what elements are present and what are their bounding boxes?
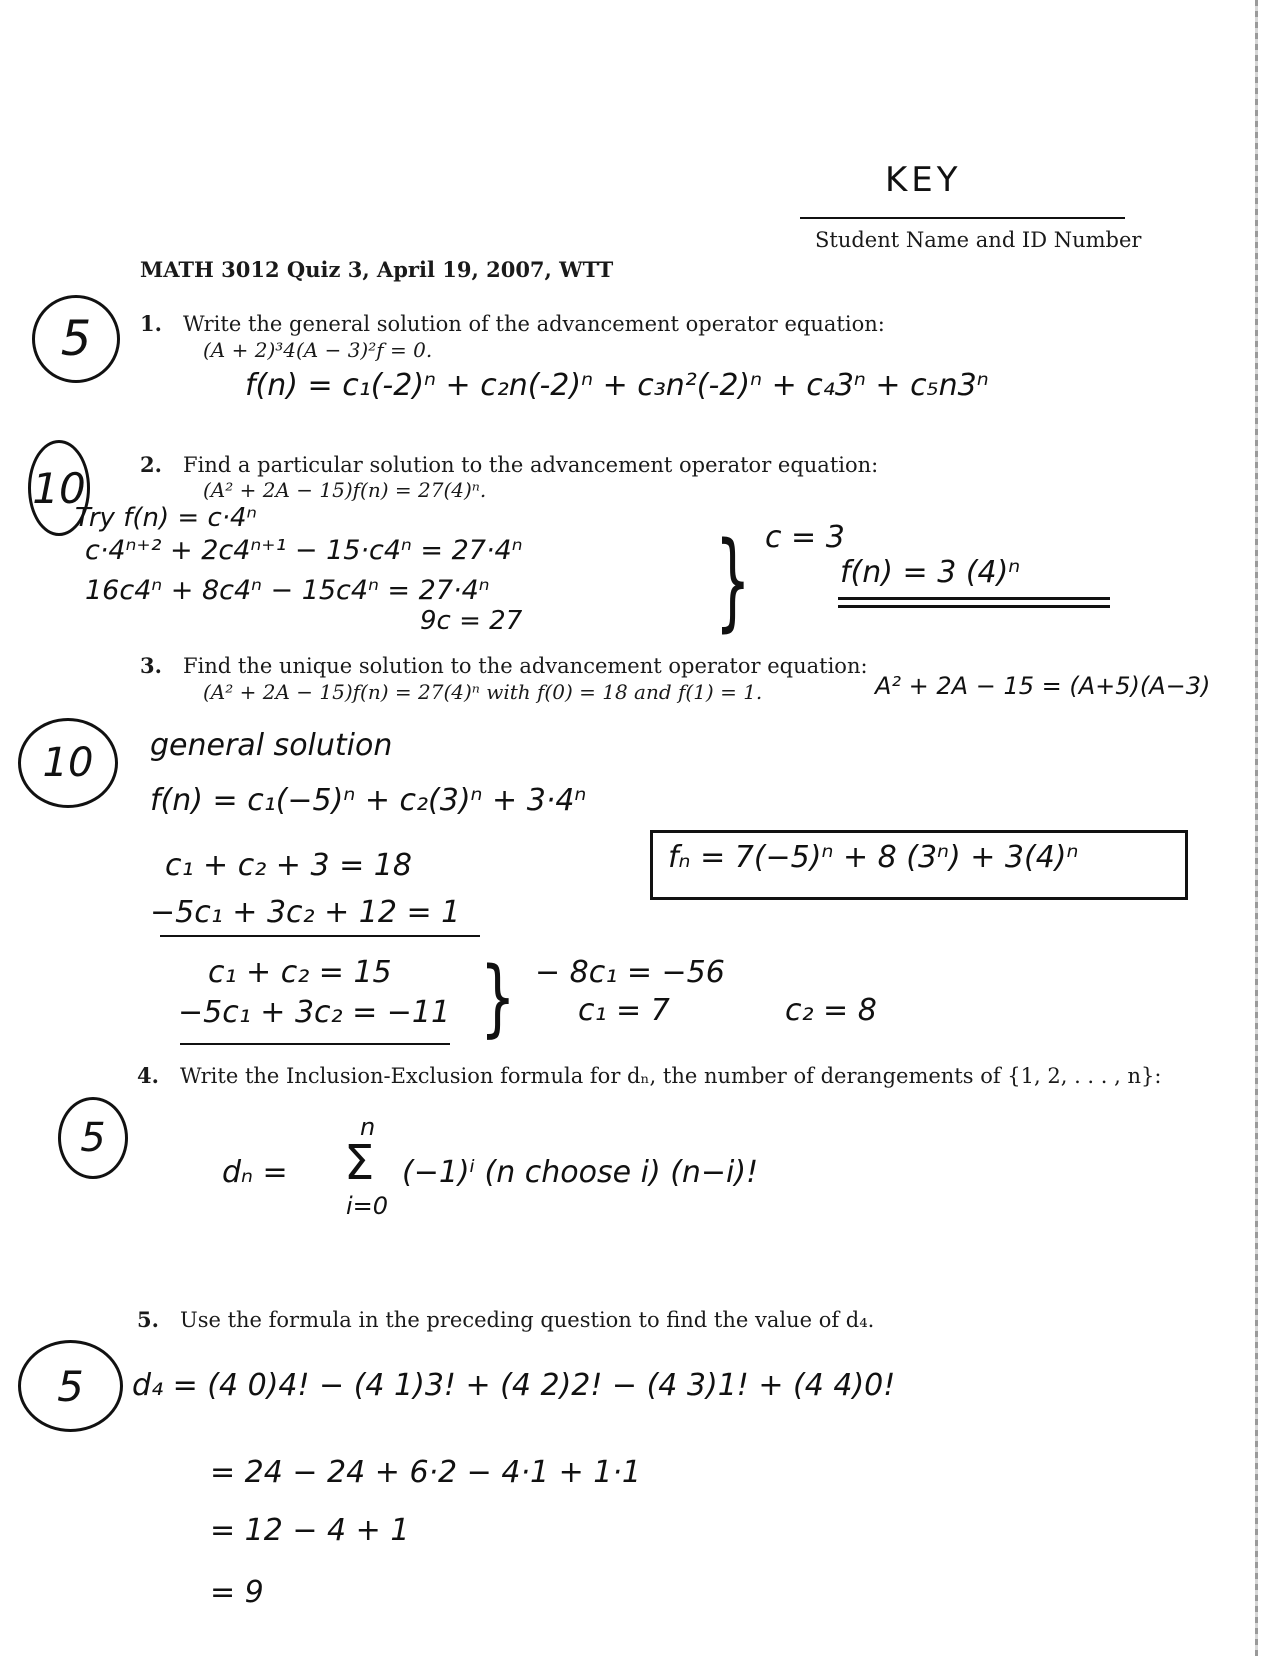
score-q1: 5 [32, 295, 120, 383]
q3-factor-note: A² + 2A − 15 = (A+5)(A−3) [875, 672, 1211, 700]
q1-answer: f(n) = c₁(-2)ⁿ + c₂n(-2)ⁿ + c₃n²(-2)ⁿ + c₄3ⁿ + c₅n3ⁿ [245, 368, 989, 403]
q2-c-value: c = 3 [765, 520, 845, 555]
q3-answer: fₙ = 7(−5)ⁿ + 8 (3ⁿ) + 3(4)ⁿ [668, 840, 1079, 875]
q1-prompt: Write the general solution of the advancement operator equation: [183, 312, 885, 336]
q2-work-line1: c·4ⁿ⁺² + 2c4ⁿ⁺¹ − 15·c4ⁿ = 27·4ⁿ [85, 535, 523, 566]
q3-number: 3. [140, 653, 162, 678]
q1-number: 1. [140, 311, 162, 336]
q2-work-line3: 9c = 27 [420, 606, 523, 636]
q3-eq1: c₁ + c₂ + 3 = 18 [165, 848, 412, 883]
q4-sum-symbol: Σ [344, 1135, 375, 1191]
q2-answer-underline-1 [838, 597, 1110, 600]
q2-prompt: Find a particular solution to the advancement operator equation: [183, 453, 879, 477]
q3-eq2: −5c₁ + 3c₂ + 12 = 1 [150, 895, 461, 930]
q4-answer-lhs: dₙ = [222, 1155, 288, 1190]
q2-number: 2. [140, 452, 162, 477]
q3-eq3: c₁ + c₂ = 15 [208, 955, 392, 990]
name-line [800, 217, 1125, 219]
q1-equation: (A + 2)³4(A − 3)²f = 0. [203, 338, 433, 362]
score-q5: 5 [18, 1340, 123, 1432]
q3-equation: (A² + 2A − 15)f(n) = 27(4)ⁿ with f(0) = 18 and f(1) = 1. [203, 680, 763, 704]
student-label: Student Name and ID Number [815, 228, 1142, 252]
key-label: KEY [885, 160, 962, 200]
q2-work-try: Try f(n) = c·4ⁿ [75, 503, 257, 533]
q5-work-4: = 9 [210, 1575, 264, 1610]
q4-prompt: Write the Inclusion-Exclusion formula for dₙ, the number of derangements of {1, 2, . . . , n}: [180, 1064, 1162, 1088]
q3-brace: } [480, 950, 516, 1048]
course-title: MATH 3012 Quiz 3, April 19, 2007, WTT [140, 257, 614, 282]
score-q3: 10 [18, 718, 118, 808]
q4-sum-bottom: i=0 [346, 1192, 389, 1220]
q3-general-solution: f(n) = c₁(−5)ⁿ + c₂(3)ⁿ + 3·4ⁿ [150, 783, 587, 818]
q3-general-label: general solution [150, 728, 393, 763]
q2-answer: f(n) = 3 (4)ⁿ [840, 555, 1021, 590]
score-q4: 5 [58, 1097, 128, 1179]
q5-prompt: Use the formula in the preceding question to find the value of d₄. [180, 1308, 875, 1332]
q5-work-3: = 12 − 4 + 1 [210, 1513, 410, 1548]
q3-solve-3: c₂ = 8 [785, 993, 877, 1028]
q5-work-2: = 24 − 24 + 6·2 − 4·1 + 1·1 [210, 1455, 641, 1490]
q2-answer-underline-2 [838, 605, 1110, 608]
q3-prompt: Find the unique solution to the advancement operator equation: [183, 654, 868, 678]
q4-answer-body: (−1)ⁱ (n choose i) (n−i)! [402, 1155, 759, 1190]
score-q2: 10 [28, 440, 90, 536]
q3-divider-2 [180, 1043, 450, 1045]
q4-sum-top: n [360, 1113, 376, 1141]
scan-edge [1255, 0, 1258, 1656]
q3-solve-1: − 8c₁ = −56 [535, 955, 725, 990]
q5-number: 5. [137, 1307, 159, 1332]
q3-divider [160, 935, 480, 937]
q2-brace: } [715, 520, 751, 644]
q2-equation: (A² + 2A − 15)f(n) = 27(4)ⁿ. [203, 478, 487, 502]
q3-solve-2: c₁ = 7 [578, 993, 670, 1028]
q2-work-line2: 16c4ⁿ + 8c4ⁿ − 15c4ⁿ = 27·4ⁿ [85, 575, 490, 606]
q3-eq4: −5c₁ + 3c₂ = −11 [178, 995, 451, 1030]
q4-number: 4. [137, 1063, 159, 1088]
q5-work-1: d₄ = (4 0)4! − (4 1)3! + (4 2)2! − (4 3)1! + (4 4)0! [132, 1368, 896, 1403]
